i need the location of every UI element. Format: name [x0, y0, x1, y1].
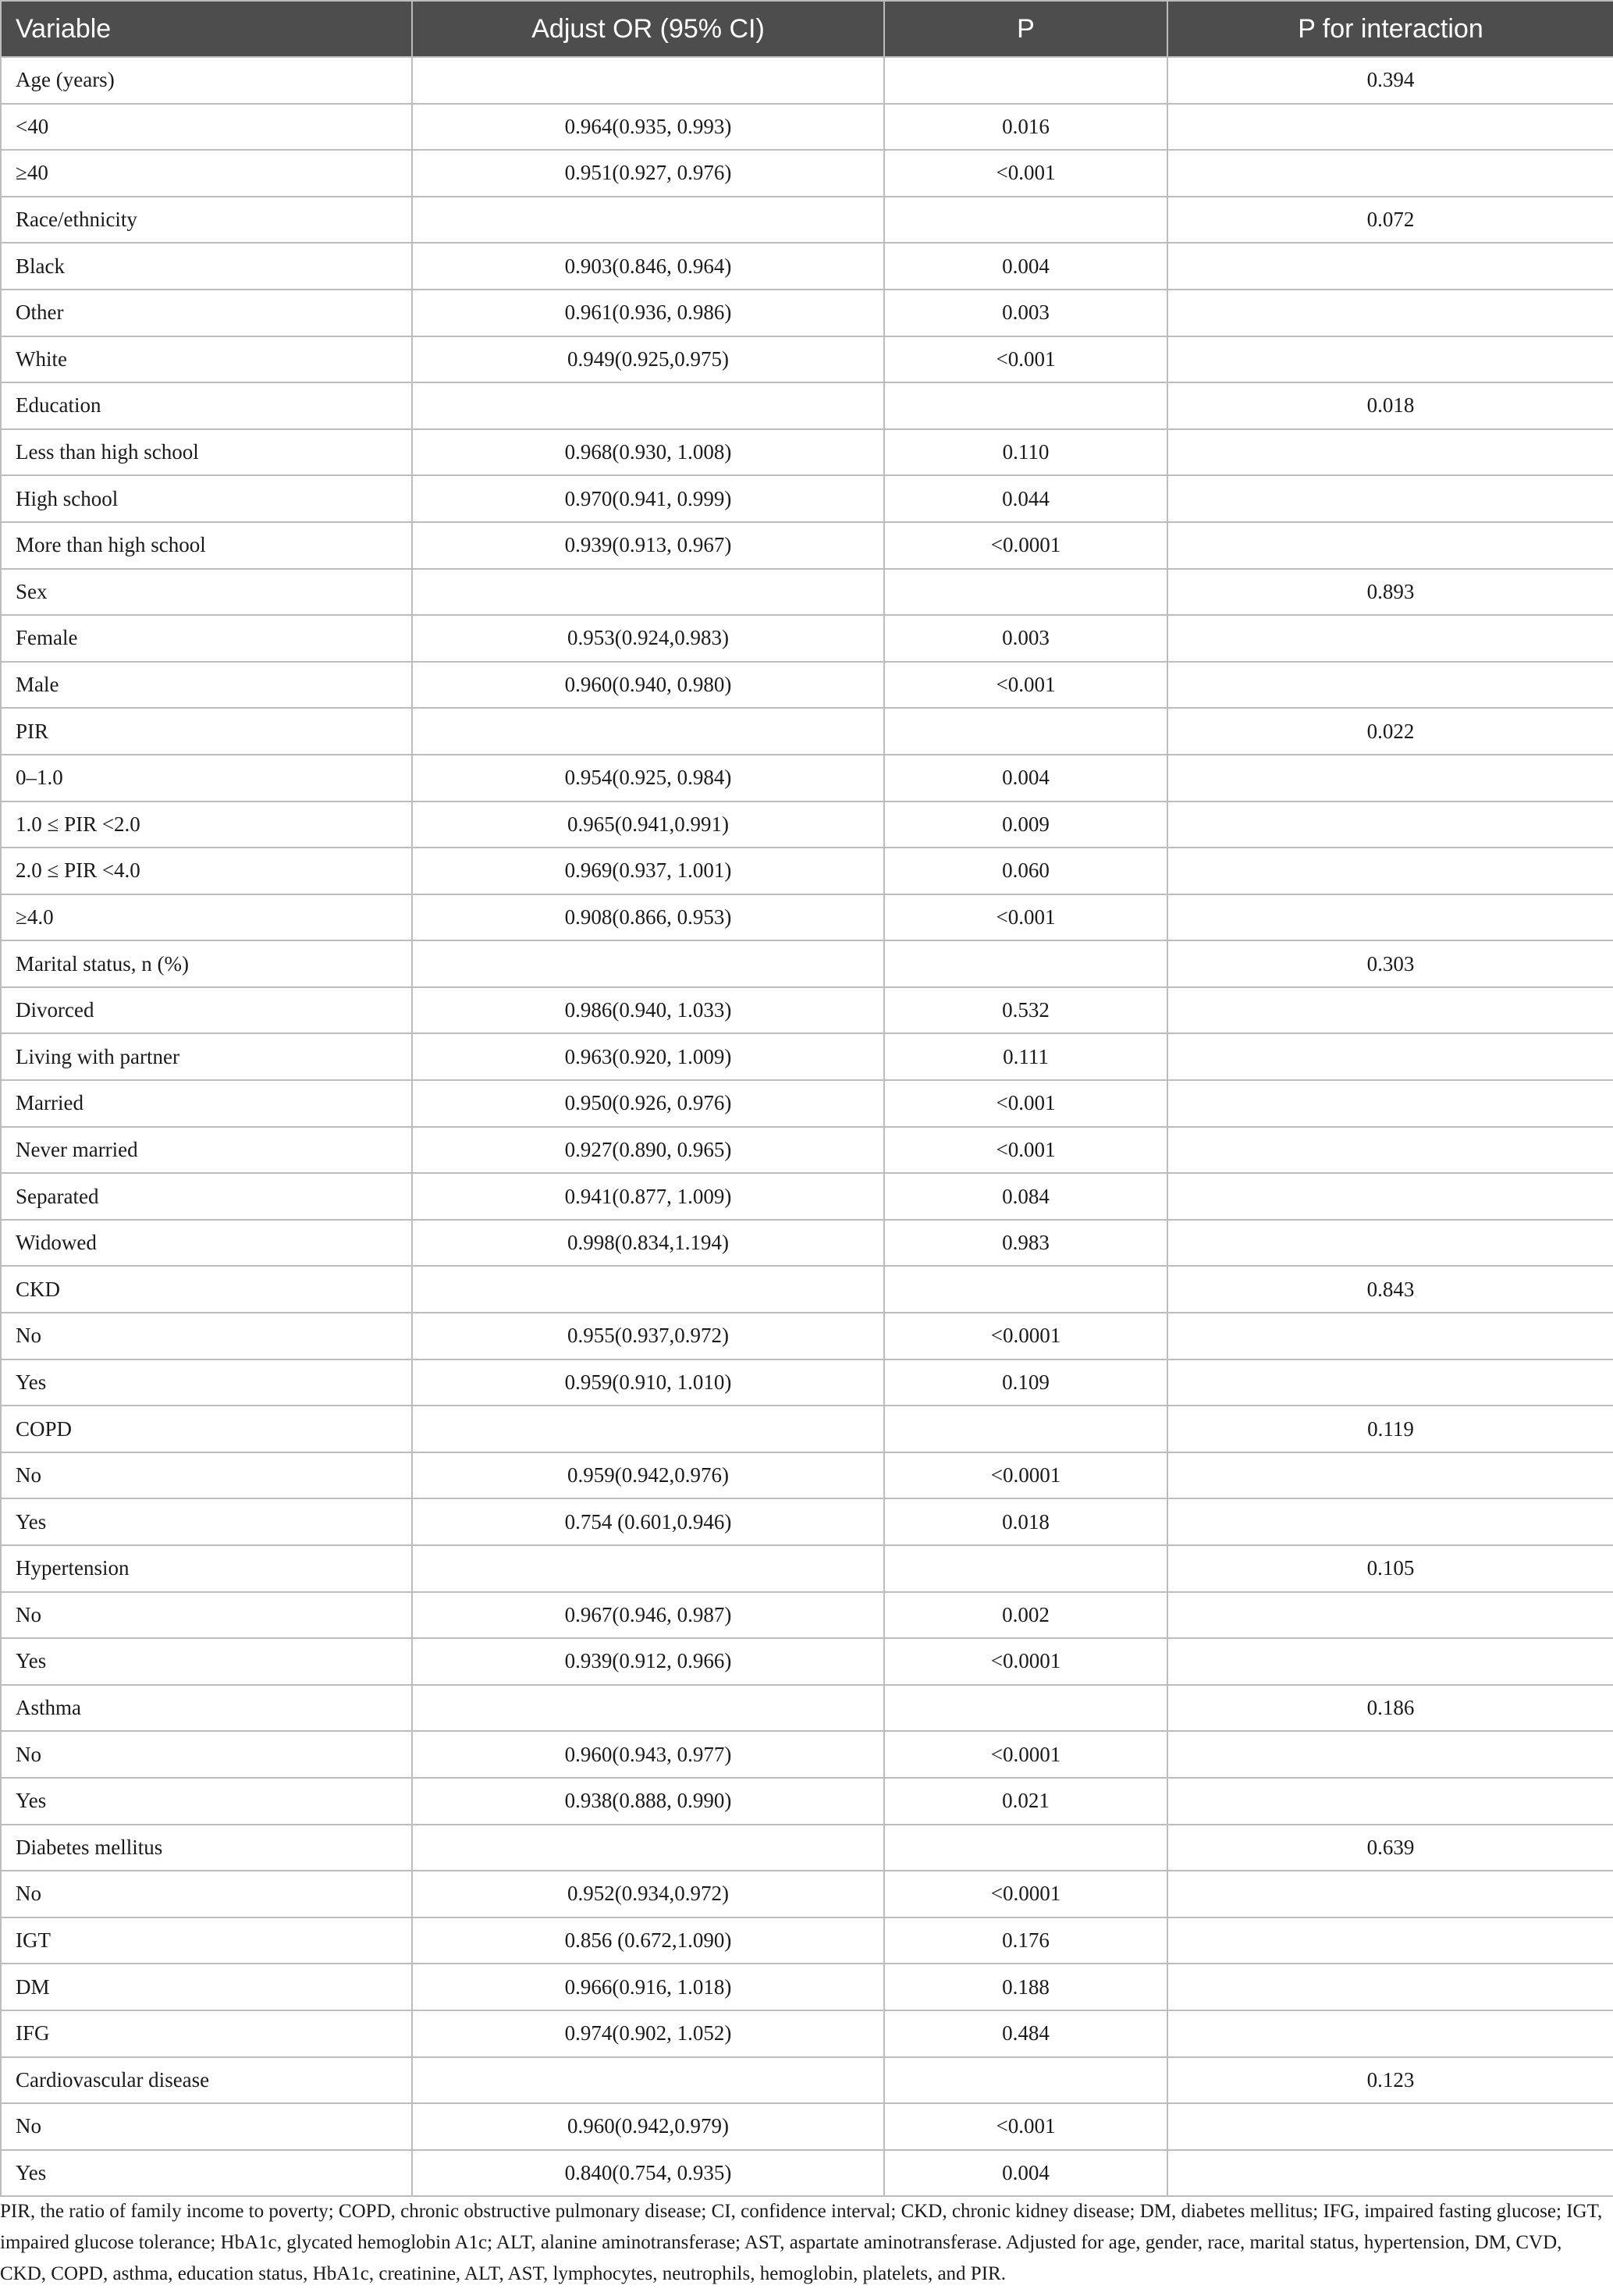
- adjust-or-cell: 0.950(0.926, 0.976): [412, 1080, 884, 1127]
- table-row: [1, 1080, 1613, 1127]
- variable-cell: ≥40: [1, 150, 412, 197]
- adjust-or-cell: 0.966(0.916, 1.018): [412, 1964, 884, 2010]
- p-value-cell: <0.001: [884, 150, 1167, 197]
- variable-cell: Yes: [1, 1638, 412, 1685]
- table-row: [1, 1033, 1613, 1080]
- p-value-cell: 0.084: [884, 1173, 1167, 1220]
- variable-cell: 2.0 ≤ PIR <4.0: [1, 848, 412, 894]
- variable-cell: IGT: [1, 1917, 412, 1964]
- table-row: [1, 940, 1613, 987]
- p-interaction-cell: [1167, 1313, 1613, 1359]
- table-row: [1, 987, 1613, 1034]
- p-value-cell: <0.0001: [884, 1313, 1167, 1359]
- p-interaction-cell: [1167, 429, 1613, 476]
- adjust-or-cell: 0.951(0.927, 0.976): [412, 150, 884, 197]
- variable-cell: Cardiovascular disease: [1, 2057, 412, 2104]
- table-header: [1, 1, 1613, 57]
- p-value-cell: 0.002: [884, 1592, 1167, 1639]
- table-row: [1, 1173, 1613, 1220]
- table-row: [1, 382, 1613, 429]
- p-value-cell: 0.176: [884, 1917, 1167, 1964]
- p-value-cell: [884, 569, 1167, 616]
- p-value-cell: <0.001: [884, 662, 1167, 709]
- table-row: [1, 336, 1613, 383]
- adjust-or-cell: 0.941(0.877, 1.009): [412, 1173, 884, 1220]
- p-value-cell: 0.003: [884, 615, 1167, 662]
- table-row: [1, 290, 1613, 336]
- adjust-or-cell: 0.856 (0.672,1.090): [412, 1917, 884, 1964]
- table-row: [1, 1313, 1613, 1359]
- header-p: P: [884, 1, 1167, 57]
- adjust-or-cell: 0.974(0.902, 1.052): [412, 2010, 884, 2057]
- adjust-or-cell: 0.952(0.934,0.972): [412, 1871, 884, 1917]
- p-interaction-cell: [1167, 1731, 1613, 1778]
- table-row: [1, 894, 1613, 941]
- variable-cell: Less than high school: [1, 429, 412, 476]
- table-row: [1, 2010, 1613, 2057]
- table-row: [1, 1545, 1613, 1592]
- p-interaction-cell: 0.022: [1167, 708, 1613, 755]
- table-row: [1, 150, 1613, 197]
- p-value-cell: <0.0001: [884, 1638, 1167, 1685]
- variable-cell: Sex: [1, 569, 412, 616]
- p-value-cell: 0.021: [884, 1778, 1167, 1825]
- p-interaction-cell: [1167, 2010, 1613, 2057]
- variable-cell: ≥4.0: [1, 894, 412, 941]
- variable-cell: CKD: [1, 1266, 412, 1313]
- table-row: [1, 848, 1613, 894]
- adjust-or-cell: 0.754 (0.601,0.946): [412, 1498, 884, 1545]
- table-row: [1, 1778, 1613, 1825]
- p-interaction-cell: [1167, 243, 1613, 290]
- adjust-or-cell: 0.986(0.940, 1.033): [412, 987, 884, 1034]
- adjust-or-cell: [412, 1825, 884, 1871]
- p-interaction-cell: 0.123: [1167, 2057, 1613, 2104]
- p-interaction-cell: [1167, 1871, 1613, 1917]
- p-interaction-cell: [1167, 290, 1613, 336]
- p-interaction-cell: 0.072: [1167, 197, 1613, 243]
- p-value-cell: <0.0001: [884, 1871, 1167, 1917]
- p-value-cell: <0.0001: [884, 1452, 1167, 1499]
- table-row: [1, 1917, 1613, 1964]
- adjust-or-cell: 0.964(0.935, 0.993): [412, 104, 884, 151]
- p-value-cell: 0.004: [884, 755, 1167, 801]
- table-row: [1, 1406, 1613, 1452]
- adjust-or-cell: 0.998(0.834,1.194): [412, 1220, 884, 1267]
- variable-cell: Hypertension: [1, 1545, 412, 1592]
- p-interaction-cell: [1167, 848, 1613, 894]
- variable-cell: Yes: [1, 1359, 412, 1406]
- p-interaction-cell: 0.303: [1167, 940, 1613, 987]
- variable-cell: White: [1, 336, 412, 383]
- p-value-cell: <0.0001: [884, 1731, 1167, 1778]
- p-interaction-cell: [1167, 1778, 1613, 1825]
- p-interaction-cell: [1167, 1080, 1613, 1127]
- table-row: [1, 1359, 1613, 1406]
- variable-cell: Race/ethnicity: [1, 197, 412, 243]
- p-value-cell: <0.001: [884, 1127, 1167, 1174]
- p-interaction-cell: [1167, 1498, 1613, 1545]
- p-interaction-cell: [1167, 1033, 1613, 1080]
- p-interaction-cell: [1167, 615, 1613, 662]
- p-interaction-cell: 0.639: [1167, 1825, 1613, 1871]
- variable-cell: Living with partner: [1, 1033, 412, 1080]
- variable-cell: Yes: [1, 1778, 412, 1825]
- p-value-cell: 0.018: [884, 1498, 1167, 1545]
- table-row: [1, 569, 1613, 616]
- table-row: [1, 1731, 1613, 1778]
- adjust-or-cell: 0.959(0.910, 1.010): [412, 1359, 884, 1406]
- table-row: [1, 1685, 1613, 1732]
- p-value-cell: <0.001: [884, 1080, 1167, 1127]
- p-interaction-cell: [1167, 1452, 1613, 1499]
- p-value-cell: <0.001: [884, 2103, 1167, 2150]
- adjust-or-cell: [412, 57, 884, 104]
- adjust-or-cell: 0.967(0.946, 0.987): [412, 1592, 884, 1639]
- table-row: [1, 1498, 1613, 1545]
- table-row: [1, 197, 1613, 243]
- table-row: [1, 429, 1613, 476]
- variable-cell: No: [1, 1313, 412, 1359]
- p-interaction-cell: [1167, 1917, 1613, 1964]
- p-value-cell: 0.532: [884, 987, 1167, 1034]
- adjust-or-cell: 0.953(0.924,0.983): [412, 615, 884, 662]
- variable-cell: Diabetes mellitus: [1, 1825, 412, 1871]
- table-row: [1, 2150, 1613, 2197]
- table-row: [1, 708, 1613, 755]
- adjust-or-cell: [412, 940, 884, 987]
- table-row: [1, 104, 1613, 151]
- p-interaction-cell: 0.843: [1167, 1266, 1613, 1313]
- adjust-or-cell: 0.960(0.942,0.979): [412, 2103, 884, 2150]
- adjust-or-cell: 0.959(0.942,0.976): [412, 1452, 884, 1499]
- adjust-or-cell: [412, 708, 884, 755]
- adjust-or-cell: [412, 1545, 884, 1592]
- variable-cell: No: [1, 1871, 412, 1917]
- variable-cell: Separated: [1, 1173, 412, 1220]
- p-interaction-cell: [1167, 1638, 1613, 1685]
- adjust-or-cell: [412, 1266, 884, 1313]
- adjust-or-cell: 0.939(0.912, 0.966): [412, 1638, 884, 1685]
- variable-cell: Education: [1, 382, 412, 429]
- p-value-cell: [884, 57, 1167, 104]
- p-value-cell: 0.110: [884, 429, 1167, 476]
- variable-cell: Male: [1, 662, 412, 709]
- p-value-cell: 0.003: [884, 290, 1167, 336]
- table-row: [1, 755, 1613, 801]
- table-row: [1, 2103, 1613, 2150]
- variable-cell: No: [1, 1452, 412, 1499]
- p-interaction-cell: 0.018: [1167, 382, 1613, 429]
- variable-cell: High school: [1, 475, 412, 522]
- p-value-cell: <0.0001: [884, 522, 1167, 569]
- p-interaction-cell: [1167, 522, 1613, 569]
- adjust-or-cell: 0.968(0.930, 1.008): [412, 429, 884, 476]
- p-value-cell: [884, 1406, 1167, 1452]
- p-value-cell: [884, 382, 1167, 429]
- adjust-or-cell: 0.840(0.754, 0.935): [412, 2150, 884, 2197]
- p-value-cell: <0.001: [884, 894, 1167, 941]
- adjust-or-cell: 0.955(0.937,0.972): [412, 1313, 884, 1359]
- adjust-or-cell: 0.961(0.936, 0.986): [412, 290, 884, 336]
- p-value-cell: 0.009: [884, 801, 1167, 848]
- adjust-or-cell: 0.927(0.890, 0.965): [412, 1127, 884, 1174]
- p-interaction-cell: [1167, 1220, 1613, 1267]
- table-row: [1, 1638, 1613, 1685]
- p-value-cell: 0.044: [884, 475, 1167, 522]
- p-interaction-cell: [1167, 662, 1613, 709]
- p-value-cell: 0.983: [884, 1220, 1167, 1267]
- variable-cell: Marital status, n (%): [1, 940, 412, 987]
- adjust-or-cell: 0.960(0.940, 0.980): [412, 662, 884, 709]
- p-value-cell: [884, 940, 1167, 987]
- variable-cell: PIR: [1, 708, 412, 755]
- variable-cell: Yes: [1, 2150, 412, 2197]
- table-row: [1, 1127, 1613, 1174]
- variable-cell: IFG: [1, 2010, 412, 2057]
- p-interaction-cell: [1167, 150, 1613, 197]
- p-interaction-cell: [1167, 1964, 1613, 2010]
- header-p-interaction: P for interaction: [1167, 1, 1613, 57]
- table-row: [1, 1592, 1613, 1639]
- table-row: [1, 1964, 1613, 2010]
- table-row: [1, 662, 1613, 709]
- p-value-cell: [884, 1685, 1167, 1732]
- table-row: [1, 1871, 1613, 1917]
- table-row: [1, 243, 1613, 290]
- adjust-or-cell: 0.963(0.920, 1.009): [412, 1033, 884, 1080]
- p-interaction-cell: [1167, 104, 1613, 151]
- variable-cell: COPD: [1, 1406, 412, 1452]
- p-interaction-cell: 0.119: [1167, 1406, 1613, 1452]
- table-row: [1, 1266, 1613, 1313]
- variable-cell: Yes: [1, 1498, 412, 1545]
- p-value-cell: 0.060: [884, 848, 1167, 894]
- p-interaction-cell: 0.394: [1167, 57, 1613, 104]
- p-interaction-cell: 0.893: [1167, 569, 1613, 616]
- p-value-cell: 0.016: [884, 104, 1167, 151]
- variable-cell: No: [1, 2103, 412, 2150]
- p-interaction-cell: [1167, 801, 1613, 848]
- adjust-or-cell: [412, 1685, 884, 1732]
- variable-cell: 1.0 ≤ PIR <2.0: [1, 801, 412, 848]
- adjust-or-cell: 0.903(0.846, 0.964): [412, 243, 884, 290]
- p-interaction-cell: [1167, 1173, 1613, 1220]
- p-interaction-cell: [1167, 987, 1613, 1034]
- table-row: [1, 615, 1613, 662]
- table-row: [1, 801, 1613, 848]
- p-value-cell: [884, 197, 1167, 243]
- p-value-cell: 0.004: [884, 2150, 1167, 2197]
- adjust-or-cell: 0.908(0.866, 0.953): [412, 894, 884, 941]
- table-row: [1, 1825, 1613, 1871]
- variable-cell: <40: [1, 104, 412, 151]
- table-row: [1, 2057, 1613, 2104]
- variable-cell: Age (years): [1, 57, 412, 104]
- adjust-or-cell: 0.939(0.913, 0.967): [412, 522, 884, 569]
- adjust-or-cell: 0.970(0.941, 0.999): [412, 475, 884, 522]
- p-value-cell: [884, 2057, 1167, 2104]
- variable-cell: No: [1, 1731, 412, 1778]
- table-row: [1, 1452, 1613, 1499]
- table-row: [1, 522, 1613, 569]
- variable-cell: DM: [1, 1964, 412, 2010]
- variable-cell: 0–1.0: [1, 755, 412, 801]
- p-value-cell: [884, 1545, 1167, 1592]
- p-interaction-cell: [1167, 475, 1613, 522]
- p-value-cell: 0.484: [884, 2010, 1167, 2057]
- p-interaction-cell: [1167, 1592, 1613, 1639]
- p-interaction-cell: 0.105: [1167, 1545, 1613, 1592]
- p-interaction-cell: [1167, 894, 1613, 941]
- adjust-or-cell: [412, 2057, 884, 2104]
- adjust-or-cell: 0.954(0.925, 0.984): [412, 755, 884, 801]
- p-interaction-cell: 0.186: [1167, 1685, 1613, 1732]
- table-row: [1, 475, 1613, 522]
- adjust-or-cell: [412, 382, 884, 429]
- variable-cell: Divorced: [1, 987, 412, 1034]
- variable-cell: Widowed: [1, 1220, 412, 1267]
- header-adjust-or: Adjust OR (95% CI): [412, 1, 884, 57]
- p-interaction-cell: [1167, 2150, 1613, 2197]
- adjust-or-cell: 0.969(0.937, 1.001): [412, 848, 884, 894]
- variable-cell: Asthma: [1, 1685, 412, 1732]
- p-interaction-cell: [1167, 1359, 1613, 1406]
- variable-cell: Female: [1, 615, 412, 662]
- adjust-or-cell: [412, 197, 884, 243]
- table-row: [1, 57, 1613, 104]
- variable-cell: Never married: [1, 1127, 412, 1174]
- p-value-cell: [884, 1825, 1167, 1871]
- p-value-cell: 0.109: [884, 1359, 1167, 1406]
- p-interaction-cell: [1167, 2103, 1613, 2150]
- adjust-or-cell: [412, 569, 884, 616]
- p-value-cell: 0.004: [884, 243, 1167, 290]
- variable-cell: Other: [1, 290, 412, 336]
- adjust-or-cell: 0.949(0.925,0.975): [412, 336, 884, 383]
- p-interaction-cell: [1167, 336, 1613, 383]
- header-row: [1, 1, 1613, 57]
- header-variable: Variable: [1, 1, 412, 57]
- p-interaction-cell: [1167, 1127, 1613, 1174]
- table-row: [1, 1220, 1613, 1267]
- adjust-or-cell: [412, 1406, 884, 1452]
- p-value-cell: [884, 1266, 1167, 1313]
- adjust-or-cell: 0.960(0.943, 0.977): [412, 1731, 884, 1778]
- p-value-cell: [884, 708, 1167, 755]
- adjust-or-cell: 0.938(0.888, 0.990): [412, 1778, 884, 1825]
- variable-cell: Married: [1, 1080, 412, 1127]
- variable-cell: No: [1, 1592, 412, 1639]
- p-value-cell: 0.188: [884, 1964, 1167, 2010]
- variable-cell: Black: [1, 243, 412, 290]
- table-body: [1, 57, 1613, 2196]
- p-value-cell: <0.001: [884, 336, 1167, 383]
- adjust-or-cell: 0.965(0.941,0.991): [412, 801, 884, 848]
- table-footnote: PIR, the ratio of family income to poverty; COPD, chronic obstructive pulmonary disease; CI, confidence interval; CKD, chronic kidney disease; DM, diabetes mellitus; IFG, impaired fasting glucose; IGT, impaired glucose tolerance; HbA1c, glycated hemoglobin A1c; ALT, alanine aminotransferase; AST, aspartate aminotransferase. Adjusted for age, gender, race, marital status, hypertension, DM, CVD, CKD, COPD, asthma, education status, HbA1c, creatinine, ALT, AST, lymphocytes, neutrophils, hemoglobin, platelets, and PIR.: [0, 2201, 1603, 2284]
- p-value-cell: 0.111: [884, 1033, 1167, 1080]
- p-interaction-cell: [1167, 755, 1613, 801]
- variable-cell: More than high school: [1, 522, 412, 569]
